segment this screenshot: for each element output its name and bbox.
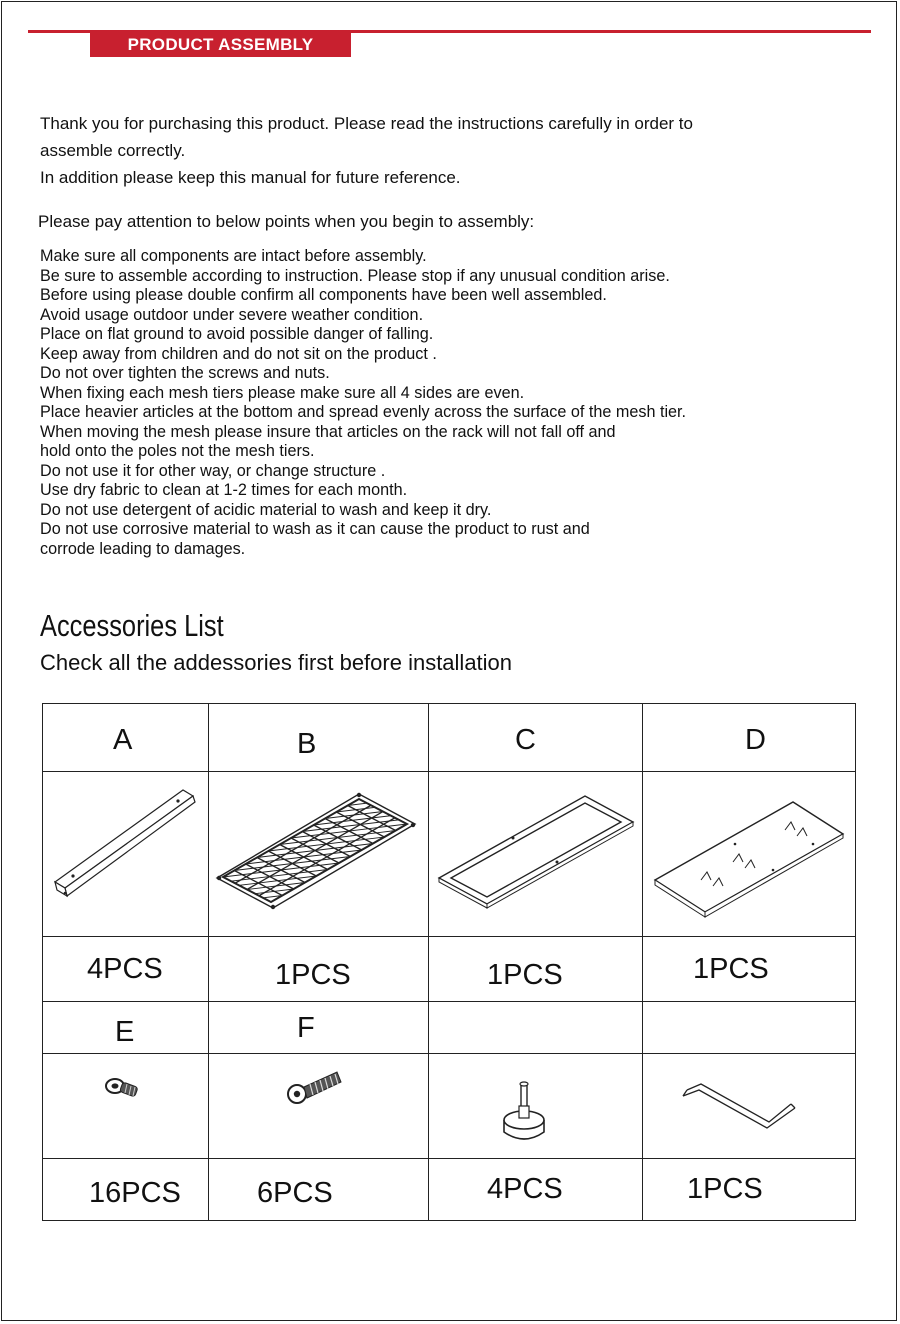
list-item: Be sure to assemble according to instruction. Please stop if any unusual condition arise. <box>40 266 670 285</box>
list-item: hold onto the poles not the mesh tiers. <box>40 442 315 460</box>
list-item: Do not use it for other way, or change structure . <box>40 461 386 480</box>
accessories-table <box>42 703 856 1221</box>
part-quantity: 16PCS <box>89 1177 181 1209</box>
table-cell <box>643 772 856 937</box>
leveling-foot-icon <box>429 1054 643 1158</box>
list-item: Avoid usage outdoor under severe weather condition. <box>40 305 424 324</box>
list-item: Before using please double confirm all components have been well assembled. <box>40 286 607 304</box>
table-cell <box>209 937 429 1002</box>
table-cell <box>209 704 429 772</box>
part-quantity: 4PCS <box>87 953 163 985</box>
pole-icon <box>43 772 209 936</box>
intro-line: In addition please keep this manual for future reference. <box>40 168 461 187</box>
list-item: Do not use corrosive material to wash as it can cause the product to rust and <box>40 520 590 538</box>
short-screw-icon <box>43 1054 209 1158</box>
accessories-subtitle: Check all the addessories first before installation <box>40 650 513 675</box>
part-label: F <box>297 1012 315 1044</box>
list-item: When fixing each mesh tiers please make sure all 4 sides are even. <box>40 383 525 402</box>
part-quantity: 1PCS <box>693 953 769 985</box>
attention-heading: Please pay attention to below points when you begin to assembly: <box>38 212 535 231</box>
part-label: E <box>115 1016 135 1048</box>
table-cell <box>643 1159 856 1221</box>
table-row <box>43 1054 856 1159</box>
part-label: C <box>515 724 536 756</box>
part-quantity: 1PCS <box>487 959 563 991</box>
part-quantity: 4PCS <box>487 1173 563 1205</box>
table-row <box>43 1159 856 1221</box>
allen-key-icon <box>643 1054 856 1158</box>
table-cell <box>429 1002 643 1054</box>
list-item: Place on flat ground to avoid possible danger of falling. <box>40 325 434 343</box>
table-cell <box>429 937 643 1002</box>
table-cell <box>429 1159 643 1221</box>
table-cell <box>43 772 209 937</box>
table-cell <box>429 704 643 772</box>
table-cell <box>43 1002 209 1054</box>
table-cell <box>643 704 856 772</box>
table-row <box>43 1002 856 1054</box>
part-quantity: 1PCS <box>687 1173 763 1205</box>
points-list <box>40 247 870 559</box>
part-quantity: 1PCS <box>275 959 351 991</box>
intro-line: assemble correctly. <box>40 141 186 160</box>
table-cell <box>643 937 856 1002</box>
intro-line: Thank you for purchasing this product. Please read the instructions carefully in order to <box>40 114 693 133</box>
table-cell <box>43 704 209 772</box>
list-item: Place heavier articles at the bottom and spread evenly across the surface of the mesh tier. <box>40 403 687 421</box>
table-row <box>43 704 856 772</box>
table-cell <box>209 1002 429 1054</box>
list-item: Use dry fabric to clean at 1-2 times for each month. <box>40 481 408 499</box>
part-label: A <box>113 724 133 756</box>
intro-text <box>40 110 860 191</box>
accessories-title: Accessories List <box>40 608 224 643</box>
table-row <box>43 772 856 937</box>
table-cell <box>43 1054 209 1159</box>
table-row <box>43 937 856 1002</box>
table-cell <box>643 1054 856 1159</box>
page-title: PRODUCT ASSEMBLY <box>90 33 351 57</box>
shelf-frame-icon <box>429 772 643 936</box>
long-screw-icon <box>209 1054 429 1158</box>
list-item: When moving the mesh please insure that articles on the rack will not fall off and <box>40 422 616 441</box>
table-cell <box>209 1054 429 1159</box>
list-item: Do not use detergent of acidic material to wash and keep it dry. <box>40 500 492 519</box>
list-item: Keep away from children and do not sit on the product . <box>40 344 437 363</box>
part-label: B <box>297 728 317 760</box>
table-cell <box>43 937 209 1002</box>
table-cell <box>43 1159 209 1221</box>
part-label: D <box>745 724 766 756</box>
list-item: corrode leading to damages. <box>40 539 246 558</box>
table-cell <box>209 1159 429 1221</box>
table-cell <box>209 772 429 937</box>
table-cell <box>429 772 643 937</box>
table-cell <box>643 1002 856 1054</box>
list-item: Make sure all components are intact before assembly. <box>40 247 427 265</box>
table-cell <box>429 1054 643 1159</box>
board-panel-icon <box>643 772 856 936</box>
mesh-shelf-icon <box>209 772 429 936</box>
part-quantity: 6PCS <box>257 1177 333 1209</box>
list-item: Do not over tighten the screws and nuts. <box>40 364 330 382</box>
